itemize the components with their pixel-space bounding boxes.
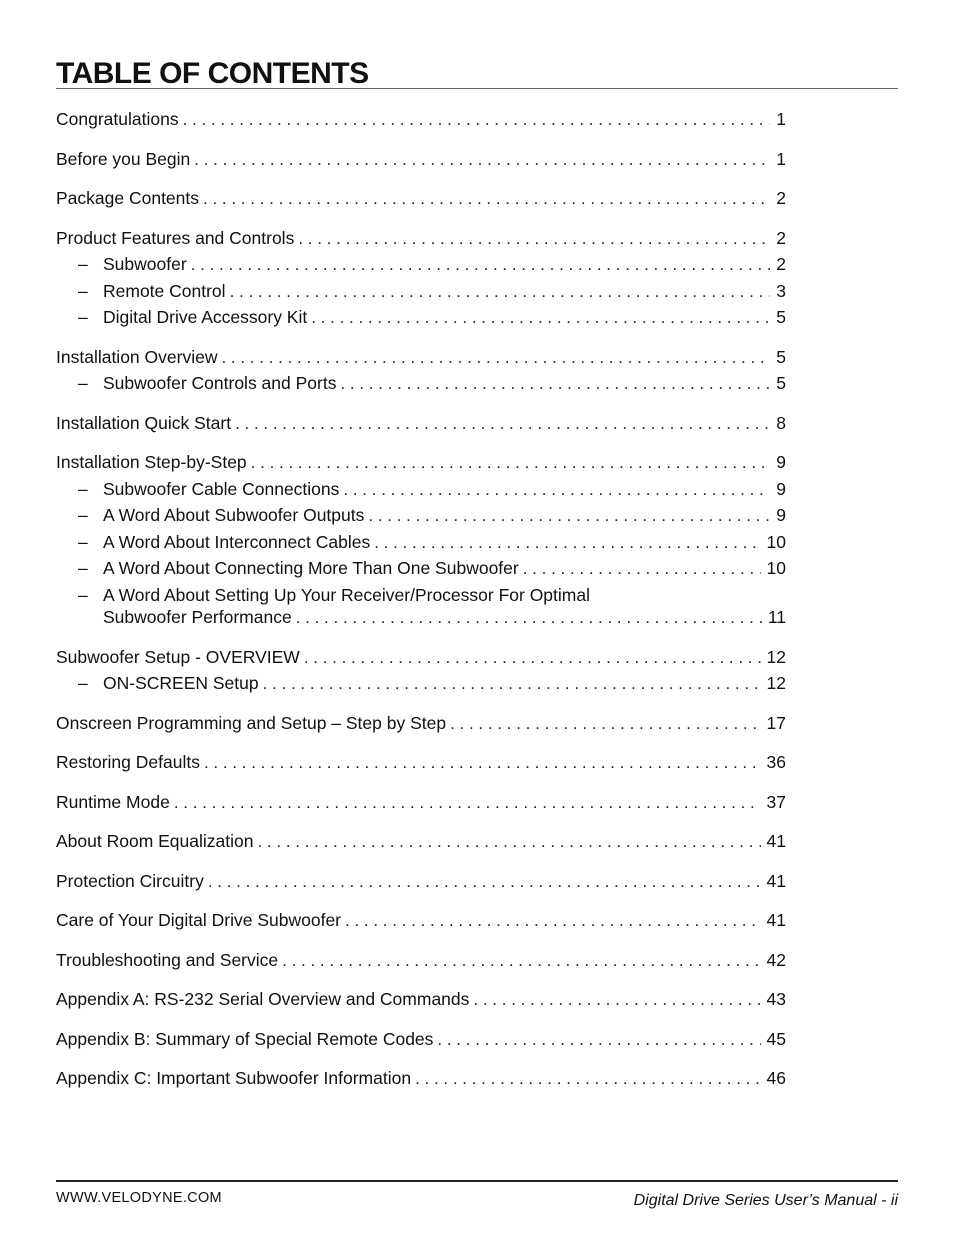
toc-entry[interactable] <box>56 949 786 976</box>
toc-subentry[interactable] <box>56 253 786 280</box>
dot-leader <box>415 1068 760 1090</box>
toc-entry-label: Subwoofer <box>103 254 187 274</box>
dot-leader <box>221 347 770 369</box>
toc-entry[interactable] <box>56 751 786 778</box>
toc-entry[interactable] <box>56 870 786 897</box>
dot-leader <box>340 373 770 395</box>
toc-page-number: 41 <box>766 910 786 930</box>
toc-group <box>56 830 786 857</box>
toc-entry-label: Care of Your Digital Drive Subwoofer <box>56 910 342 930</box>
toc-subentry[interactable] <box>56 372 786 399</box>
toc-dash: – <box>78 280 88 301</box>
toc-entry[interactable] <box>56 412 786 439</box>
toc-entry[interactable] <box>56 830 786 857</box>
toc-page-number: 9 <box>776 452 786 472</box>
toc-page-number: 3 <box>776 280 786 301</box>
toc-entry-label: Subwoofer Performance <box>103 606 292 627</box>
toc-subentry[interactable] <box>56 606 786 633</box>
toc-group <box>56 451 786 633</box>
toc-entry[interactable] <box>56 909 786 936</box>
dot-leader <box>374 532 760 554</box>
toc-entry[interactable] <box>56 1028 786 1055</box>
toc-entry[interactable] <box>56 187 786 214</box>
toc-page-number: 36 <box>766 752 786 772</box>
toc-entry[interactable] <box>56 712 786 739</box>
toc-group <box>56 870 786 897</box>
dot-leader <box>204 752 761 774</box>
toc-entry-label: Congratulations <box>56 109 179 129</box>
toc-subentry[interactable] <box>56 478 786 505</box>
toc-dash: – <box>78 673 88 693</box>
toc-entry[interactable] <box>56 108 786 135</box>
toc-entry-label: Appendix C: Important Subwoofer Information <box>56 1068 412 1088</box>
toc-entry[interactable] <box>56 346 786 373</box>
dot-leader <box>368 505 770 527</box>
toc-group <box>56 187 786 214</box>
toc-entry[interactable] <box>56 451 786 478</box>
toc-page-number: 45 <box>766 1028 786 1049</box>
toc-entry-label: Installation Quick Start <box>56 412 232 433</box>
toc-dash: – <box>78 307 88 327</box>
dot-leader <box>296 607 762 629</box>
toc-group <box>56 751 786 778</box>
dot-leader <box>174 792 761 814</box>
toc-page-number: 5 <box>776 373 786 393</box>
dot-leader <box>282 950 760 972</box>
toc-page-number: 9 <box>776 505 786 525</box>
toc-entry-label: Subwoofer Controls and Ports <box>103 373 337 393</box>
dot-leader <box>230 281 771 303</box>
toc-entry-label: ON-SCREEN Setup <box>103 673 259 693</box>
toc-page-number: 17 <box>766 712 786 733</box>
dot-leader <box>263 673 761 695</box>
toc-group <box>56 412 786 439</box>
toc-dash: – <box>78 558 88 578</box>
toc-entry[interactable] <box>56 1067 786 1094</box>
toc-entry[interactable] <box>56 988 786 1015</box>
toc-page-number: 11 <box>767 606 786 627</box>
toc-group <box>56 712 786 739</box>
dot-leader <box>304 647 761 669</box>
toc-entry-label: Protection Circuitry <box>56 870 204 891</box>
toc-entry-label: A Word About Subwoofer Outputs <box>103 505 365 525</box>
toc-entry-label: Onscreen Programming and Setup – Step by Step <box>56 712 447 733</box>
dot-leader <box>251 452 771 474</box>
toc-dash: – <box>78 584 88 605</box>
toc-page-number: 2 <box>776 188 786 208</box>
dot-leader <box>311 307 770 329</box>
footer-manual-title: Digital Drive Series User’s Manual - ii <box>633 1192 898 1209</box>
page-title: TABLE OF CONTENTS <box>56 57 369 90</box>
toc-group <box>56 148 786 175</box>
toc-entry-label: Appendix A: RS-232 Serial Overview and Commands <box>56 989 470 1009</box>
toc-subentry[interactable] <box>56 280 786 307</box>
toc-entry-label: Subwoofer Cable Connections <box>103 478 340 499</box>
toc-entry-label: Subwoofer Setup - OVERVIEW <box>56 646 300 667</box>
toc-page-number: 9 <box>776 478 786 499</box>
toc-page-number: 2 <box>776 227 786 248</box>
toc-page-number: 43 <box>766 989 786 1009</box>
toc-page-number: 1 <box>776 109 786 129</box>
toc-subentry[interactable] <box>56 531 786 558</box>
toc-subentry[interactable] <box>56 306 786 333</box>
toc-page-number: 12 <box>766 646 786 667</box>
toc-entry-label: A Word About Connecting More Than One Subwoofer <box>103 558 519 578</box>
toc-subentry[interactable] <box>56 584 786 606</box>
dot-leader <box>343 479 770 501</box>
toc-dash: – <box>78 373 88 393</box>
toc-entry-label: Appendix B: Summary of Special Remote Codes <box>56 1028 434 1049</box>
toc-page-number: 10 <box>766 558 786 578</box>
dot-leader <box>208 871 761 893</box>
toc-entry-label: Before you Begin <box>56 148 191 169</box>
dot-leader <box>437 1029 760 1051</box>
dot-leader <box>345 910 761 932</box>
toc-page-number: 41 <box>766 870 786 891</box>
toc-group <box>56 646 786 699</box>
dot-leader <box>450 713 760 735</box>
toc-dash: – <box>78 478 88 499</box>
toc-subentry[interactable] <box>56 672 786 699</box>
table-of-contents <box>56 108 786 1107</box>
toc-page-number: 41 <box>766 831 786 851</box>
toc-subentry[interactable] <box>56 557 786 584</box>
toc-entry-label: About Room Equalization <box>56 831 254 851</box>
toc-dash: – <box>78 254 88 274</box>
dot-leader <box>473 989 760 1011</box>
toc-group <box>56 949 786 976</box>
toc-entry-label: Remote Control <box>103 280 226 301</box>
toc-page-number: 5 <box>776 307 786 327</box>
toc-entry[interactable] <box>56 148 786 175</box>
toc-entry-label: A Word About Setting Up Your Receiver/Processor For Optimal <box>103 584 590 605</box>
toc-page-number: 37 <box>766 791 786 812</box>
dot-leader <box>298 228 770 250</box>
toc-page-number: 42 <box>766 949 786 970</box>
toc-entry-label: Package Contents <box>56 188 200 208</box>
toc-group <box>56 909 786 936</box>
toc-page-number: 1 <box>776 148 786 169</box>
dot-leader <box>203 188 770 210</box>
dot-leader <box>235 413 770 435</box>
toc-page-number: 10 <box>766 531 786 552</box>
toc-page-number: 5 <box>776 346 786 367</box>
dot-leader <box>523 558 761 580</box>
toc-dash: – <box>78 531 88 552</box>
dot-leader <box>183 109 771 131</box>
toc-group <box>56 346 786 399</box>
toc-entry-label: Digital Drive Accessory Kit <box>103 307 308 327</box>
toc-group <box>56 791 786 818</box>
toc-dash: – <box>78 505 88 525</box>
toc-entry[interactable] <box>56 791 786 818</box>
toc-group <box>56 108 786 135</box>
toc-entry-label: Installation Step-by-Step <box>56 452 247 472</box>
footer-website: WWW.VELODYNE.COM <box>56 1190 222 1206</box>
toc-entry-label: Runtime Mode <box>56 791 170 812</box>
toc-group <box>56 1067 786 1094</box>
toc-entry-label: Troubleshooting and Service <box>56 949 279 970</box>
dot-leader <box>191 254 771 276</box>
toc-subentry[interactable] <box>56 504 786 531</box>
toc-entry-label: Product Features and Controls <box>56 227 295 248</box>
dot-leader <box>257 831 760 853</box>
page-header <box>56 56 898 89</box>
toc-page-number: 8 <box>776 412 786 433</box>
toc-entry[interactable] <box>56 227 786 254</box>
toc-group <box>56 227 786 333</box>
toc-entry-label: Restoring Defaults <box>56 752 200 772</box>
toc-page-number: 12 <box>766 673 786 693</box>
toc-entry-label: Installation Overview <box>56 346 218 367</box>
toc-page-number: 46 <box>766 1068 786 1088</box>
toc-group <box>56 988 786 1015</box>
toc-entry[interactable] <box>56 646 786 673</box>
toc-group <box>56 1028 786 1055</box>
dot-leader <box>194 149 770 171</box>
page-footer <box>56 1180 898 1209</box>
toc-entry-label: A Word About Interconnect Cables <box>103 531 371 552</box>
toc-page-number: 2 <box>776 254 786 274</box>
